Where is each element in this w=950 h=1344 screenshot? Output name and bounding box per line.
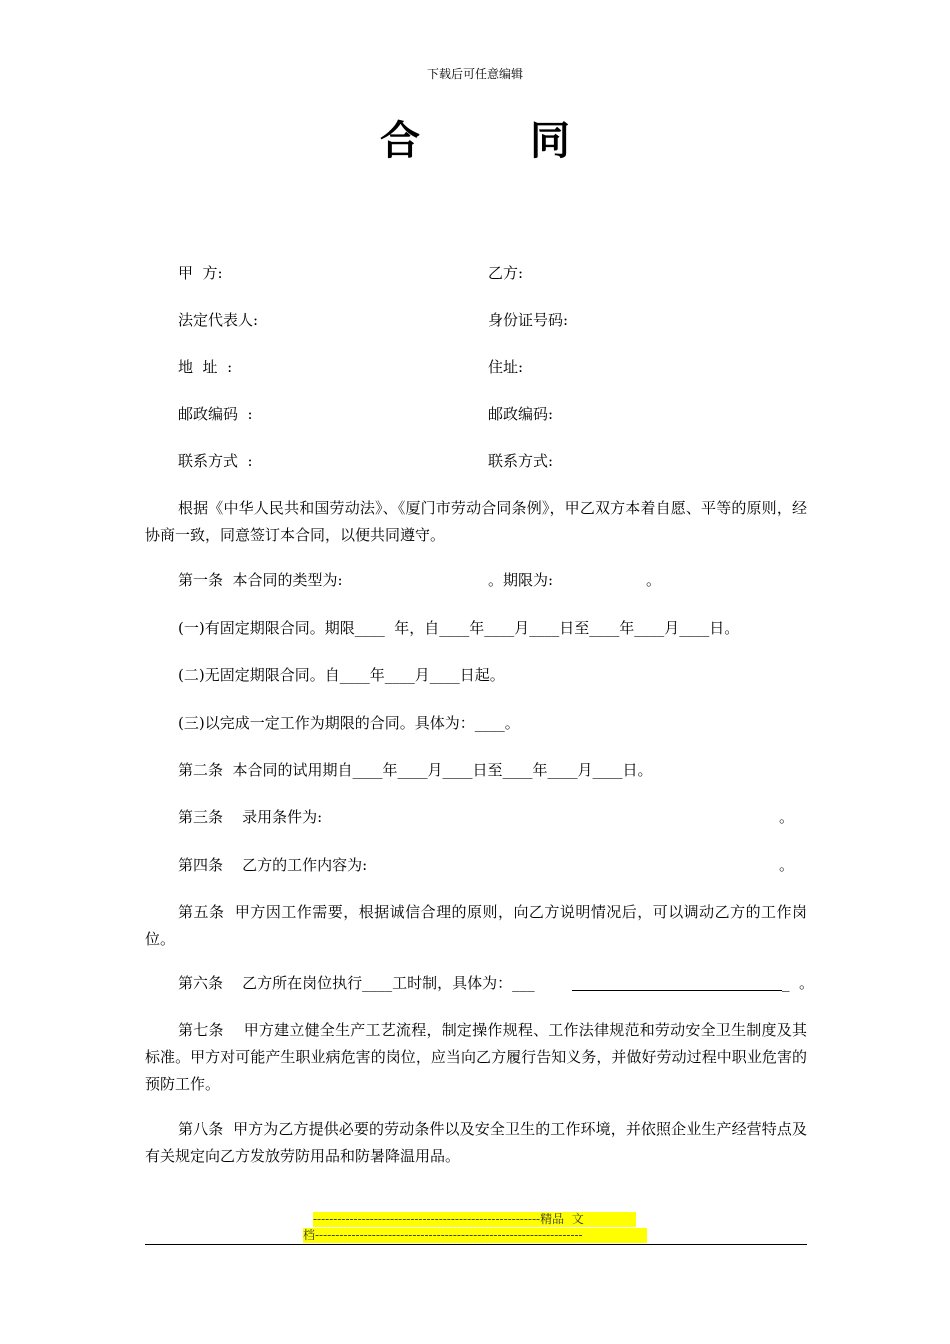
party-a-name-label: 甲 方: [178, 264, 223, 282]
party-row-postcode [178, 402, 798, 426]
footer-watermark-line-1: --------------------------------------------------------精品 文 [313, 1212, 636, 1227]
party-row-contact [178, 449, 798, 473]
party-row-name [178, 261, 798, 285]
article-1-end-mark: 。 [646, 571, 662, 589]
preamble-paragraph: 根据《中华人民共和国劳动法》、《厦门市劳动合同条例》，甲乙双方本着自愿、平等的原则，经协商一致，同意签订本合同，以便共同遵守。 [145, 499, 807, 544]
footer-rule [145, 1244, 807, 1245]
party-b-postcode-label: 邮政编码: [488, 405, 554, 423]
article-5-paragraph: 第五条 甲方因工作需要，根据诚信合理的原则，向乙方说明情况后，可以调动乙方的工作岗位。 [145, 903, 807, 948]
party-a-representative-label: 法定代表人: [178, 311, 259, 329]
article-3-hiring-conditions-label: 第三条 录用条件为: [178, 808, 323, 826]
article-6-end-mark: _ 。 [782, 974, 815, 992]
title-char-2: 同 [530, 117, 570, 164]
title-char-1: 合 [380, 117, 420, 164]
party-row-address [178, 355, 798, 379]
party-b-id-number-label: 身份证号码: [488, 311, 569, 329]
document-title [0, 114, 950, 168]
article-4-end-mark: 。 [779, 856, 795, 874]
party-b-contact-label: 联系方式: [488, 452, 554, 470]
article-6-work-hours-label: 第六条 乙方所在岗位执行____工时制，具体为：___ [178, 974, 535, 992]
header-note: 下载后可任意编辑 [426, 67, 523, 81]
article-1-item-task-term: (三)以完成一定工作为期限的合同。具体为：____。 [178, 714, 520, 732]
footer-watermark-line-2: 档------------------------------------------------------------------ [303, 1228, 647, 1243]
party-a-postcode-label: 邮政编码 : [178, 405, 253, 423]
article-7-paragraph: 第七条 甲方建立健全生产工艺流程，制定操作规程、工作法律规范和劳动安全卫生制度及其标准。甲方对可能产生职业病危害的岗位，应当向乙方履行告知义务，并做好劳动过程中职业危害的预防工作。 [145, 1021, 807, 1093]
article-1-item-fixed-term: (一)有固定期限合同。期限____ 年，自____年____月____日至____年____月____日。 [178, 619, 740, 637]
article-8-paragraph: 第八条 甲方为乙方提供必要的劳动条件以及安全卫生的工作环境，并依照企业生产经营特点及有关规定向乙方发放劳防用品和防暑降温用品。 [145, 1120, 807, 1165]
article-4-job-content-label: 第四条 乙方的工作内容为: [178, 856, 368, 874]
party-row-representative [178, 308, 798, 332]
article-1-type-label: 第一条 本合同的类型为: [178, 571, 343, 589]
article-1-item-open-term: (二)无固定期限合同。自____年____月____日起。 [178, 666, 505, 684]
article-2-probation: 第二条 本合同的试用期自____年____月____日至____年____月____日。 [178, 761, 653, 779]
party-b-address-label: 住址: [488, 358, 524, 376]
party-a-address-label: 地 址 : [178, 358, 233, 376]
party-b-name-label: 乙方: [488, 264, 524, 282]
party-a-contact-label: 联系方式 : [178, 452, 253, 470]
article-1-term-label: 。期限为: [488, 571, 554, 589]
article-3-end-mark: 。 [779, 808, 795, 826]
article-6-fill-line [572, 990, 782, 991]
